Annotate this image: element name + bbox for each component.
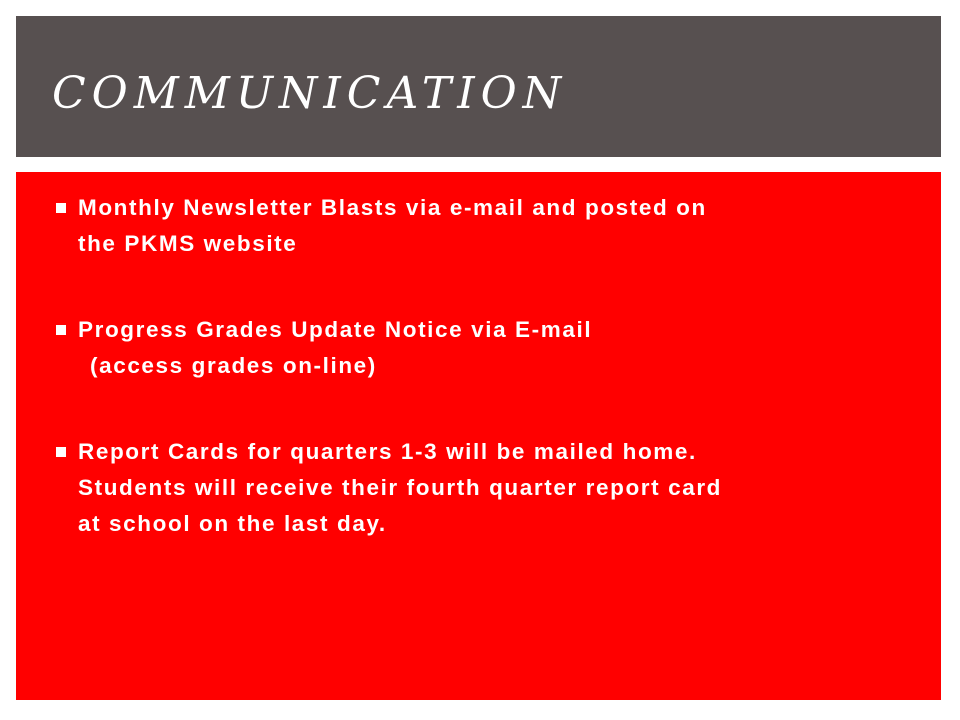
square-bullet-icon — [56, 447, 66, 457]
bullet-text-line: Monthly Newsletter Blasts via e-mail and posted on — [78, 195, 707, 220]
bullet-text-line: at school on the last day. — [78, 511, 387, 536]
bullet-text-line: the PKMS website — [78, 231, 298, 256]
title-bar — [16, 16, 941, 157]
bullet-text-line: Report Cards for quarters 1-3 will be mailed home. — [78, 439, 697, 464]
bullet-item-report-cards — [56, 434, 916, 542]
bullet-text-line: (access grades on-line) — [90, 353, 377, 378]
bullet-text-line: Progress Grades Update Notice via E-mail — [78, 317, 593, 342]
content-area — [16, 172, 941, 700]
bullet-item-progress-grades — [56, 312, 916, 384]
square-bullet-icon — [56, 325, 66, 335]
bullet-item-newsletter — [56, 190, 916, 262]
slide-title: COMMUNICATION — [52, 68, 568, 119]
square-bullet-icon — [56, 203, 66, 213]
bullet-list — [56, 190, 916, 542]
bullet-text-line: Students will receive their fourth quarter report card — [78, 475, 723, 500]
